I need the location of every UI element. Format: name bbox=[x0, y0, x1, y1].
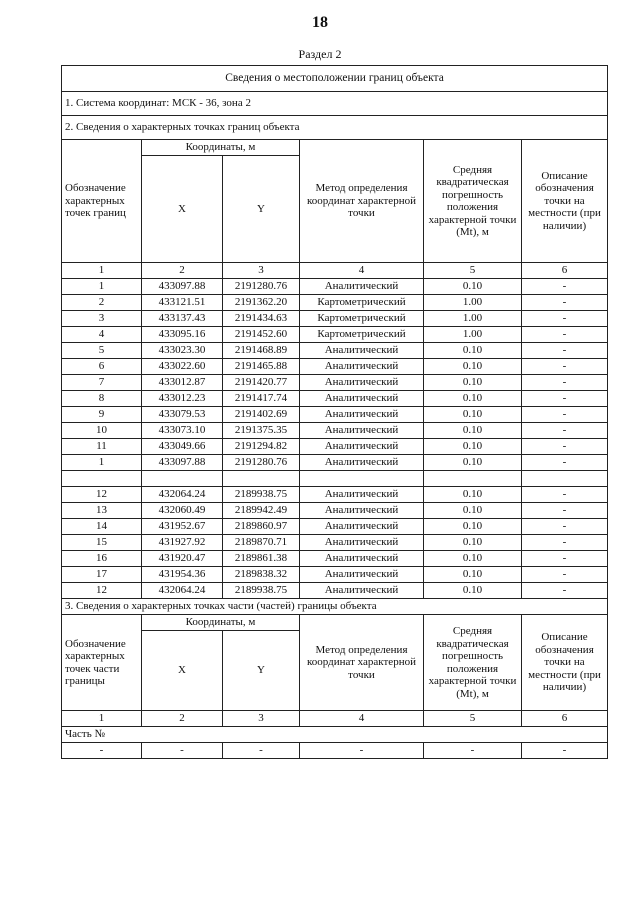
table-title: Сведения о местоположении границ объекта bbox=[62, 66, 608, 92]
table-cell: 2191294.82 bbox=[223, 439, 300, 455]
table-cell: 13 bbox=[62, 503, 142, 519]
table-cell: 1 bbox=[62, 711, 142, 727]
table-cell: 1 bbox=[62, 455, 142, 471]
table-cell: 3 bbox=[62, 311, 142, 327]
table-cell: 0.10 bbox=[424, 439, 522, 455]
table-cell: - bbox=[300, 743, 424, 759]
table-cell: 431920.47 bbox=[142, 551, 223, 567]
table-cell: 0.10 bbox=[424, 423, 522, 439]
table-cell: Картометрический bbox=[300, 311, 424, 327]
empty-cell bbox=[142, 471, 223, 487]
empty-cell bbox=[223, 471, 300, 487]
table-cell: - bbox=[522, 455, 608, 471]
table-cell: 5 bbox=[62, 343, 142, 359]
coord-system: 1. Система координат: МСК - 36, зона 2 bbox=[62, 92, 608, 116]
table-cell: 2 bbox=[62, 295, 142, 311]
table-row bbox=[62, 503, 608, 519]
table-cell: Аналитический bbox=[300, 583, 424, 599]
table-cell: - bbox=[522, 583, 608, 599]
table-cell: 433012.23 bbox=[142, 391, 223, 407]
table-cell: Аналитический bbox=[300, 439, 424, 455]
table-cell: 2191452.60 bbox=[223, 327, 300, 343]
table-cell: 2191468.89 bbox=[223, 343, 300, 359]
table-row bbox=[62, 327, 608, 343]
table-cell: 4 bbox=[62, 327, 142, 343]
table-cell: Аналитический bbox=[300, 391, 424, 407]
table-row bbox=[62, 359, 608, 375]
table-cell: 1 bbox=[62, 279, 142, 295]
table-cell: 1.00 bbox=[424, 327, 522, 343]
section-label: Раздел 2 bbox=[298, 47, 342, 61]
table-cell: 16 bbox=[62, 551, 142, 567]
header-method: Метод определения координат характерной точки bbox=[300, 140, 424, 263]
table-cell: Аналитический bbox=[300, 551, 424, 567]
table-row bbox=[62, 391, 608, 407]
table-cell: 2189938.75 bbox=[223, 583, 300, 599]
table-cell: Аналитический bbox=[300, 455, 424, 471]
table-cell: 433137.43 bbox=[142, 311, 223, 327]
header-x: X bbox=[142, 156, 223, 263]
table-cell: 432064.24 bbox=[142, 583, 223, 599]
table-cell: 1 bbox=[62, 263, 142, 279]
table-cell: Картометрический bbox=[300, 295, 424, 311]
table-cell: 3 bbox=[223, 263, 300, 279]
table-cell: 2191280.76 bbox=[223, 455, 300, 471]
table-cell: 4 bbox=[300, 711, 424, 727]
table-cell: - bbox=[522, 407, 608, 423]
empty-cell bbox=[522, 471, 608, 487]
table-cell: 433012.87 bbox=[142, 375, 223, 391]
table-row bbox=[62, 455, 608, 471]
table-cell: 0.10 bbox=[424, 583, 522, 599]
table-cell: 2 bbox=[142, 711, 223, 727]
table-cell: - bbox=[522, 343, 608, 359]
table-cell: Аналитический bbox=[300, 503, 424, 519]
table-cell: - bbox=[522, 279, 608, 295]
table-cell: 2191420.77 bbox=[223, 375, 300, 391]
table-cell: 0.10 bbox=[424, 503, 522, 519]
table-cell: 431954.36 bbox=[142, 567, 223, 583]
table-cell: Аналитический bbox=[300, 279, 424, 295]
table-row bbox=[62, 535, 608, 551]
column-number-row bbox=[62, 263, 608, 279]
table-cell: 433097.88 bbox=[142, 455, 223, 471]
column-numbers bbox=[62, 263, 608, 279]
table-cell: - bbox=[522, 743, 608, 759]
table-cell: - bbox=[522, 391, 608, 407]
table-cell: 2191375.35 bbox=[223, 423, 300, 439]
header-y-part: Y bbox=[223, 631, 300, 711]
table-row bbox=[62, 551, 608, 567]
table-cell: 6 bbox=[522, 263, 608, 279]
table-row bbox=[62, 343, 608, 359]
table-cell: Аналитический bbox=[300, 423, 424, 439]
table-cell: 433121.51 bbox=[142, 295, 223, 311]
table-cell: - bbox=[522, 535, 608, 551]
table-cell: 0.10 bbox=[424, 535, 522, 551]
table-row bbox=[62, 743, 608, 759]
section3-title: 3. Сведения о характерных точках части (частей) границы объекта bbox=[62, 599, 608, 615]
table-cell: 0.10 bbox=[424, 567, 522, 583]
table-cell: 0.10 bbox=[424, 519, 522, 535]
table-cell: - bbox=[522, 519, 608, 535]
section2-title: 2. Сведения о характерных точках границ объекта bbox=[62, 116, 608, 140]
table-cell: 431952.67 bbox=[142, 519, 223, 535]
table-cell: 2189942.49 bbox=[223, 503, 300, 519]
table-cell: 3 bbox=[223, 711, 300, 727]
header-designation-part: Обозначение характерных точек части границы bbox=[62, 615, 142, 711]
table-cell: 2189860.97 bbox=[223, 519, 300, 535]
table-cell: - bbox=[522, 423, 608, 439]
table-cell: Аналитический bbox=[300, 519, 424, 535]
table-cell: 431927.92 bbox=[142, 535, 223, 551]
table-cell: 0.10 bbox=[424, 279, 522, 295]
header-error-part: Средняя квадратическая погрешность положения характерной точки (Mt), м bbox=[424, 615, 522, 711]
table-cell: - bbox=[522, 359, 608, 375]
table-row bbox=[62, 439, 608, 455]
table-cell: - bbox=[522, 503, 608, 519]
boundary-table bbox=[61, 65, 608, 759]
contour-2-rows bbox=[62, 487, 608, 599]
table-row bbox=[62, 519, 608, 535]
table-cell: - bbox=[522, 311, 608, 327]
table-cell: 4 bbox=[300, 263, 424, 279]
part-label: Часть № bbox=[62, 727, 608, 743]
column-numbers-part bbox=[62, 711, 608, 727]
table-head bbox=[62, 66, 608, 263]
empty-cell bbox=[62, 471, 142, 487]
table-cell: - bbox=[62, 743, 142, 759]
table-cell: - bbox=[522, 295, 608, 311]
table-row bbox=[62, 487, 608, 503]
table-cell: 15 bbox=[62, 535, 142, 551]
page-number: 18 bbox=[312, 14, 328, 31]
table-cell: Картометрический bbox=[300, 327, 424, 343]
empty-cell bbox=[424, 471, 522, 487]
contour-separator bbox=[62, 471, 608, 487]
table-cell: 2191362.20 bbox=[223, 295, 300, 311]
table-cell: 0.10 bbox=[424, 343, 522, 359]
table-cell: 0.10 bbox=[424, 391, 522, 407]
table-cell: - bbox=[522, 439, 608, 455]
table-cell: - bbox=[522, 567, 608, 583]
table-cell: 2189861.38 bbox=[223, 551, 300, 567]
table-cell: Аналитический bbox=[300, 535, 424, 551]
table-cell: 11 bbox=[62, 439, 142, 455]
table-cell: 0.10 bbox=[424, 487, 522, 503]
table-cell: 7 bbox=[62, 375, 142, 391]
table-cell: - bbox=[522, 327, 608, 343]
part-rows bbox=[62, 727, 608, 743]
table-cell: - bbox=[522, 487, 608, 503]
table-cell: 0.10 bbox=[424, 407, 522, 423]
table-cell: Аналитический bbox=[300, 407, 424, 423]
table-cell: 433079.53 bbox=[142, 407, 223, 423]
table-cell: 10 bbox=[62, 423, 142, 439]
empty-cell bbox=[300, 471, 424, 487]
table-cell: 5 bbox=[424, 711, 522, 727]
table-cell: 2191402.69 bbox=[223, 407, 300, 423]
column-number-row bbox=[62, 711, 608, 727]
table-cell: 14 bbox=[62, 519, 142, 535]
header-coordinates-part: Координаты, м bbox=[142, 615, 300, 631]
table-cell: 1.00 bbox=[424, 311, 522, 327]
table-cell: Аналитический bbox=[300, 343, 424, 359]
table-cell: 0.10 bbox=[424, 551, 522, 567]
table-row bbox=[62, 567, 608, 583]
table-cell: 2189938.75 bbox=[223, 487, 300, 503]
section3-head bbox=[62, 599, 608, 711]
table-cell: - bbox=[522, 375, 608, 391]
header-y: Y bbox=[223, 156, 300, 263]
table-cell: 5 bbox=[424, 263, 522, 279]
table-cell: 433097.88 bbox=[142, 279, 223, 295]
table-cell: 0.10 bbox=[424, 359, 522, 375]
table-cell: 8 bbox=[62, 391, 142, 407]
table-cell: 6 bbox=[522, 711, 608, 727]
table-cell: 12 bbox=[62, 583, 142, 599]
header-description-part: Описание обозначения точки на местности (при наличии) bbox=[522, 615, 608, 711]
table-cell: 2191280.76 bbox=[223, 279, 300, 295]
header-x-part: X bbox=[142, 631, 223, 711]
table-cell: 17 bbox=[62, 567, 142, 583]
table-cell: 2 bbox=[142, 263, 223, 279]
table-cell: 432064.24 bbox=[142, 487, 223, 503]
table-cell: 433049.66 bbox=[142, 439, 223, 455]
table-cell: 433095.16 bbox=[142, 327, 223, 343]
table-row bbox=[62, 375, 608, 391]
table-cell: 6 bbox=[62, 359, 142, 375]
table-row bbox=[62, 279, 608, 295]
table-cell: 12 bbox=[62, 487, 142, 503]
header-method-part: Метод определения координат характерной точки bbox=[300, 615, 424, 711]
table-cell: - bbox=[522, 551, 608, 567]
table-cell: 433022.60 bbox=[142, 359, 223, 375]
table-cell: 433073.10 bbox=[142, 423, 223, 439]
table-cell: 2191434.63 bbox=[223, 311, 300, 327]
table-cell: - bbox=[223, 743, 300, 759]
table-cell: 2191465.88 bbox=[223, 359, 300, 375]
table-cell: 9 bbox=[62, 407, 142, 423]
table-row bbox=[62, 407, 608, 423]
table-cell: 2189870.71 bbox=[223, 535, 300, 551]
table-row bbox=[62, 583, 608, 599]
table-cell: 432060.49 bbox=[142, 503, 223, 519]
table-cell: - bbox=[424, 743, 522, 759]
table-cell: Аналитический bbox=[300, 375, 424, 391]
table-cell: Аналитический bbox=[300, 359, 424, 375]
header-error: Средняя квадратическая погрешность положения характерной точки (Mt), м bbox=[424, 140, 522, 263]
table-cell: - bbox=[142, 743, 223, 759]
part-data-row bbox=[62, 743, 608, 759]
header-coordinates: Координаты, м bbox=[142, 140, 300, 156]
table-cell: 0.10 bbox=[424, 375, 522, 391]
header-description: Описание обозначения точки на местности (при наличии) bbox=[522, 140, 608, 263]
table-row bbox=[62, 311, 608, 327]
contour-1-rows bbox=[62, 279, 608, 471]
table-cell: 2191417.74 bbox=[223, 391, 300, 407]
table-cell: 2189838.32 bbox=[223, 567, 300, 583]
header-designation: Обозначение характерных точек границ bbox=[62, 140, 142, 263]
table-row bbox=[62, 423, 608, 439]
table-cell: 1.00 bbox=[424, 295, 522, 311]
table-cell: Аналитический bbox=[300, 567, 424, 583]
table-row bbox=[62, 295, 608, 311]
table-cell: Аналитический bbox=[300, 487, 424, 503]
table-cell: 0.10 bbox=[424, 455, 522, 471]
table-cell: 433023.30 bbox=[142, 343, 223, 359]
